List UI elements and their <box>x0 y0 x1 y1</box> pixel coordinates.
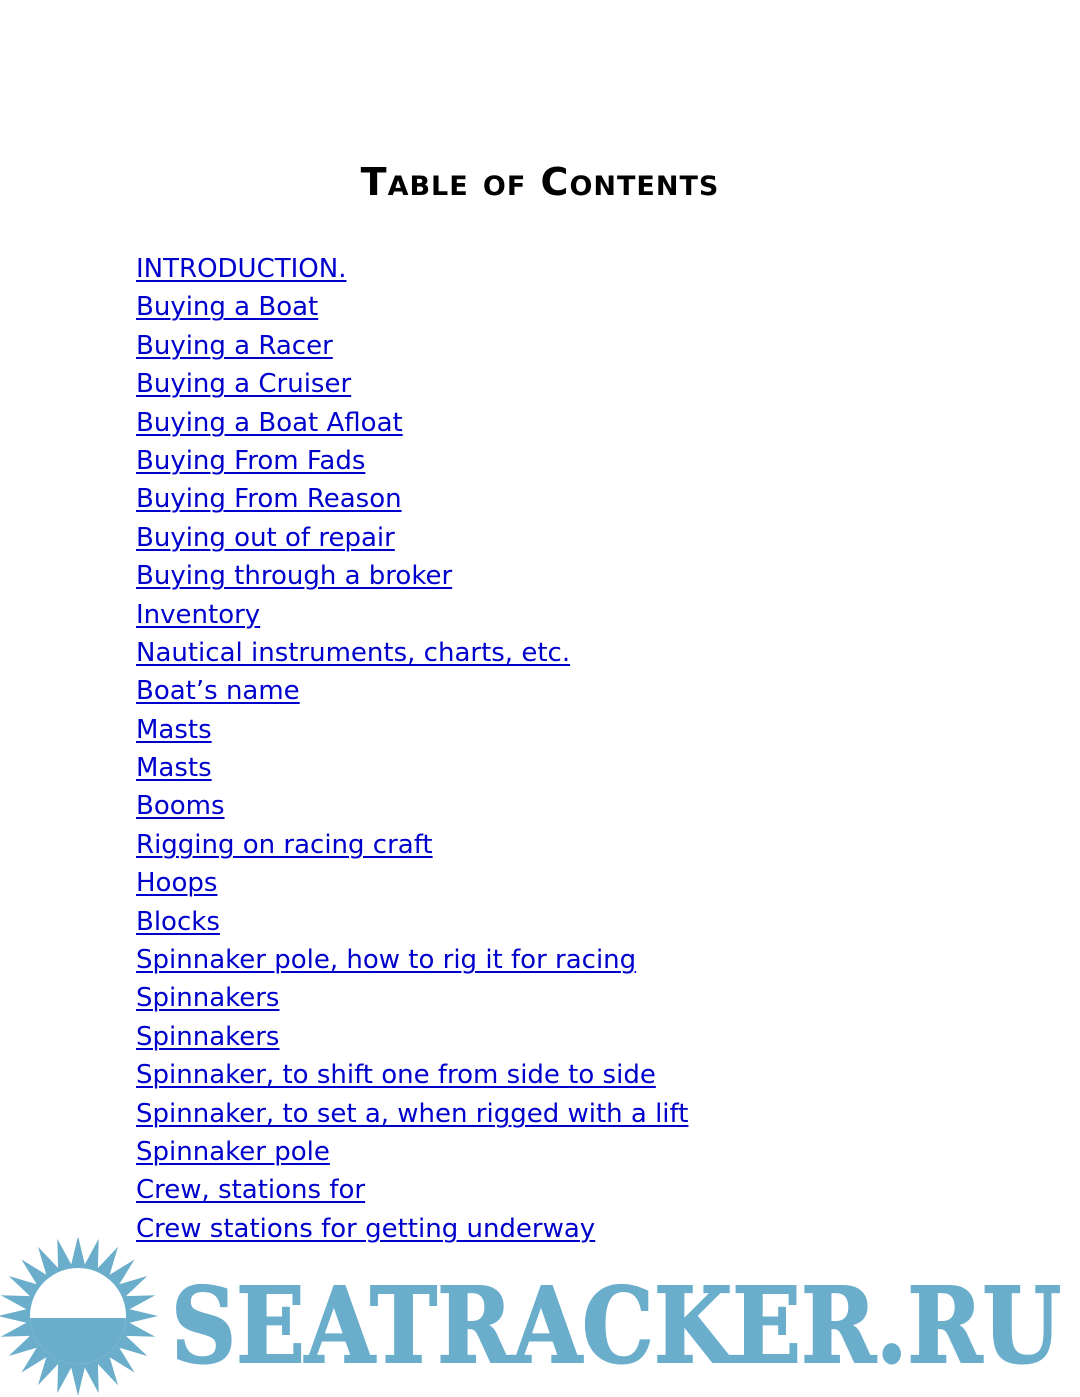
toc-link[interactable]: Hoops <box>136 868 218 899</box>
toc-link[interactable]: Masts <box>136 753 212 784</box>
toc-link[interactable]: Spinnaker, to shift one from side to side <box>136 1060 656 1091</box>
page-title: Table of Contents <box>360 160 720 204</box>
toc-link[interactable]: Spinnakers <box>136 1021 280 1052</box>
list-item <box>136 941 688 979</box>
list-item <box>136 327 688 365</box>
list-item <box>136 250 688 288</box>
toc-link[interactable]: Booms <box>136 791 225 822</box>
list-item <box>136 519 688 557</box>
toc-link[interactable]: Buying a Boat Afloat <box>136 407 403 438</box>
list-item <box>136 288 688 326</box>
toc-link[interactable]: Spinnaker, to set a, when rigged with a lift <box>136 1098 689 1129</box>
watermark-text: SEATRACKER.RU <box>171 1264 1061 1387</box>
toc-link[interactable]: Spinnaker pole, how to rig it for racing <box>136 945 637 976</box>
list-item <box>136 787 688 825</box>
watermark-logo <box>0 1238 1080 1397</box>
list-item <box>136 711 688 749</box>
toc-link[interactable]: Buying a Cruiser <box>136 369 352 400</box>
list-item <box>136 1018 688 1056</box>
list-item <box>136 596 688 634</box>
list-item <box>136 365 688 403</box>
list-item <box>136 1133 688 1171</box>
list-item <box>136 864 688 902</box>
list-item <box>136 672 688 710</box>
toc-link[interactable]: Spinnaker pole <box>136 1136 330 1167</box>
toc-link[interactable]: Rigging on racing craft <box>136 829 433 860</box>
list-item <box>136 1171 688 1209</box>
toc-link[interactable]: Buying From Fads <box>136 445 366 476</box>
toc-link[interactable]: Buying out of repair <box>136 522 395 553</box>
toc-link[interactable]: Boat’s name <box>136 676 300 707</box>
list-item <box>136 903 688 941</box>
toc-link[interactable]: Buying a Boat <box>136 292 319 323</box>
list-item <box>136 1056 688 1094</box>
sun-over-sea-icon <box>0 1238 158 1396</box>
list-item <box>136 826 688 864</box>
list-item <box>136 557 688 595</box>
toc-link[interactable]: Blocks <box>136 906 220 937</box>
toc-link[interactable]: Inventory <box>136 599 261 630</box>
list-item <box>136 634 688 672</box>
list-item <box>136 480 688 518</box>
toc-link[interactable]: Buying through a broker <box>136 561 453 592</box>
list-item <box>136 749 688 787</box>
toc-link[interactable]: Nautical instruments, charts, etc. <box>136 637 571 668</box>
toc-link[interactable]: Crew stations for getting underway <box>136 1213 596 1244</box>
list-item <box>136 979 688 1017</box>
toc-link[interactable]: Crew, stations for <box>136 1175 366 1206</box>
toc-link[interactable]: Masts <box>136 714 212 745</box>
toc-link[interactable]: Buying a Racer <box>136 330 333 361</box>
table-of-contents <box>136 250 688 1248</box>
toc-link[interactable]: Buying From Reason <box>136 484 402 515</box>
list-item <box>136 1095 688 1133</box>
toc-link[interactable]: Spinnakers <box>136 983 280 1014</box>
toc-link[interactable]: INTRODUCTION. <box>136 254 347 284</box>
list-item <box>136 442 688 480</box>
list-item <box>136 404 688 442</box>
